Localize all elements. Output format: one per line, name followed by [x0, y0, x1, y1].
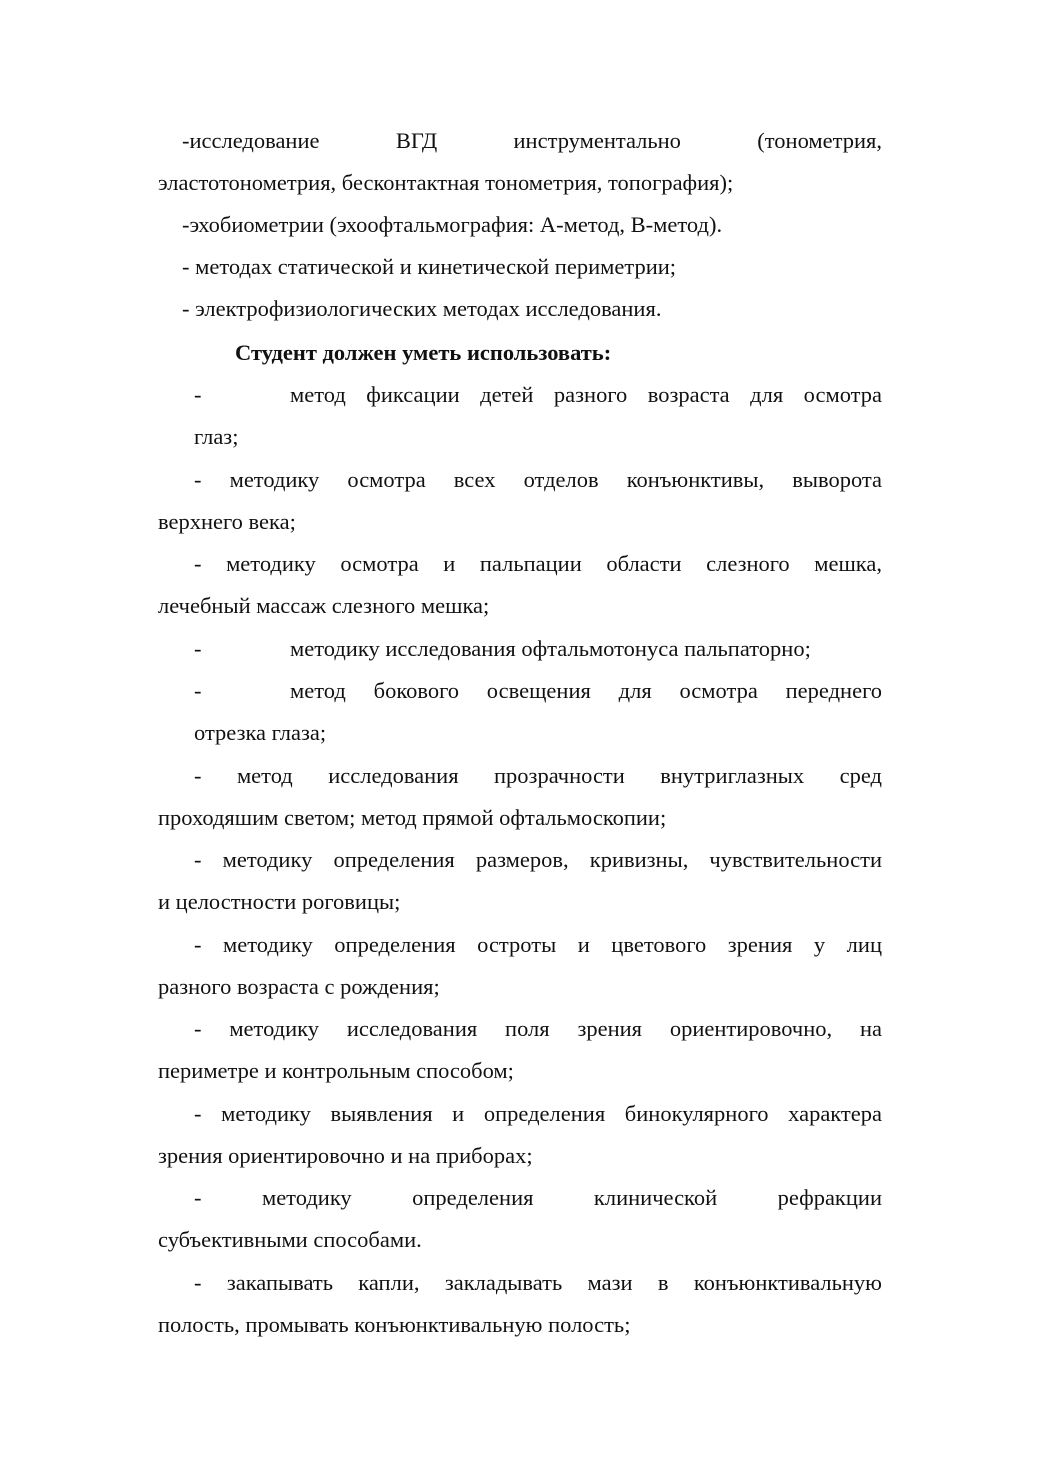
skill-5-line-1: метод бокового освещения для осмотра переднего [290, 678, 882, 703]
skill-1-line-1: метод фиксации детей разного возраста для осмотра [290, 382, 882, 407]
intro-item-2: -эхобиометрии (эхоофтальмография: А-метод, В-метод). [182, 212, 723, 237]
intro-item-3: - методах статической и кинетической периметрии; [182, 254, 677, 279]
skill-4-line-1: методику исследования офтальмотонуса пальпаторно; [290, 636, 811, 661]
skill-4-dash: - [194, 636, 202, 661]
skill-6-line-2: проходяшим светом; метод прямой офтальмоскопии; [158, 805, 667, 830]
intro-item-4: - электрофизиологических методах исследования. [182, 296, 662, 321]
intro-item-1-line-2: эластотонометрия, бесконтактная тонометрия, топография); [158, 170, 734, 195]
skill-7-line-1: - методику определения размеров, кривизны, чувствительности [194, 847, 882, 872]
skill-3-line-2: лечебный массаж слезного мешка; [158, 593, 490, 618]
skill-1-dash: - [194, 382, 202, 407]
skill-2-line-1: - методику осмотра всех отделов конъюнктивы, выворота [194, 467, 882, 492]
section-heading: Студент должен уметь использовать: [235, 340, 612, 365]
skill-12-line-1: - закапывать капли, закладывать мази в конъюнктивальную [194, 1270, 882, 1295]
skill-10-line-1: - методику выявления и определения бинокулярного характера [194, 1101, 882, 1126]
skill-7-line-2: и целостности роговицы; [158, 889, 401, 914]
skill-12-line-2: полость, промывать конъюнктивальную полость; [158, 1312, 631, 1337]
skill-8-line-2: разного возраста с рождения; [158, 974, 440, 999]
skill-11-line-1: - методику определения клинической рефракции [194, 1185, 882, 1210]
skill-11-line-2: субъективными способами. [158, 1227, 422, 1252]
intro-item-1-line-1: -исследование ВГД инструментально (тонометрия, [182, 128, 882, 153]
skill-8-line-1: - методику определения остроты и цветового зрения у лиц [194, 932, 882, 957]
skill-3-line-1: - методику осмотра и пальпации области слезного мешка, [194, 551, 882, 576]
skill-5-line-2: отрезка глаза; [194, 720, 327, 745]
skill-9-line-1: - методику исследования поля зрения ориентировочно, на [194, 1016, 882, 1041]
skill-6-line-1: - метод исследования прозрачности внутриглазных сред [194, 763, 882, 788]
skill-5-dash: - [194, 678, 202, 703]
skill-1-line-2: глаз; [194, 424, 239, 449]
skill-9-line-2: периметре и контрольным способом; [158, 1058, 514, 1083]
skill-10-line-2: зрения ориентировочно и на приборах; [158, 1143, 533, 1168]
skill-2-line-2: верхнего века; [158, 509, 296, 534]
